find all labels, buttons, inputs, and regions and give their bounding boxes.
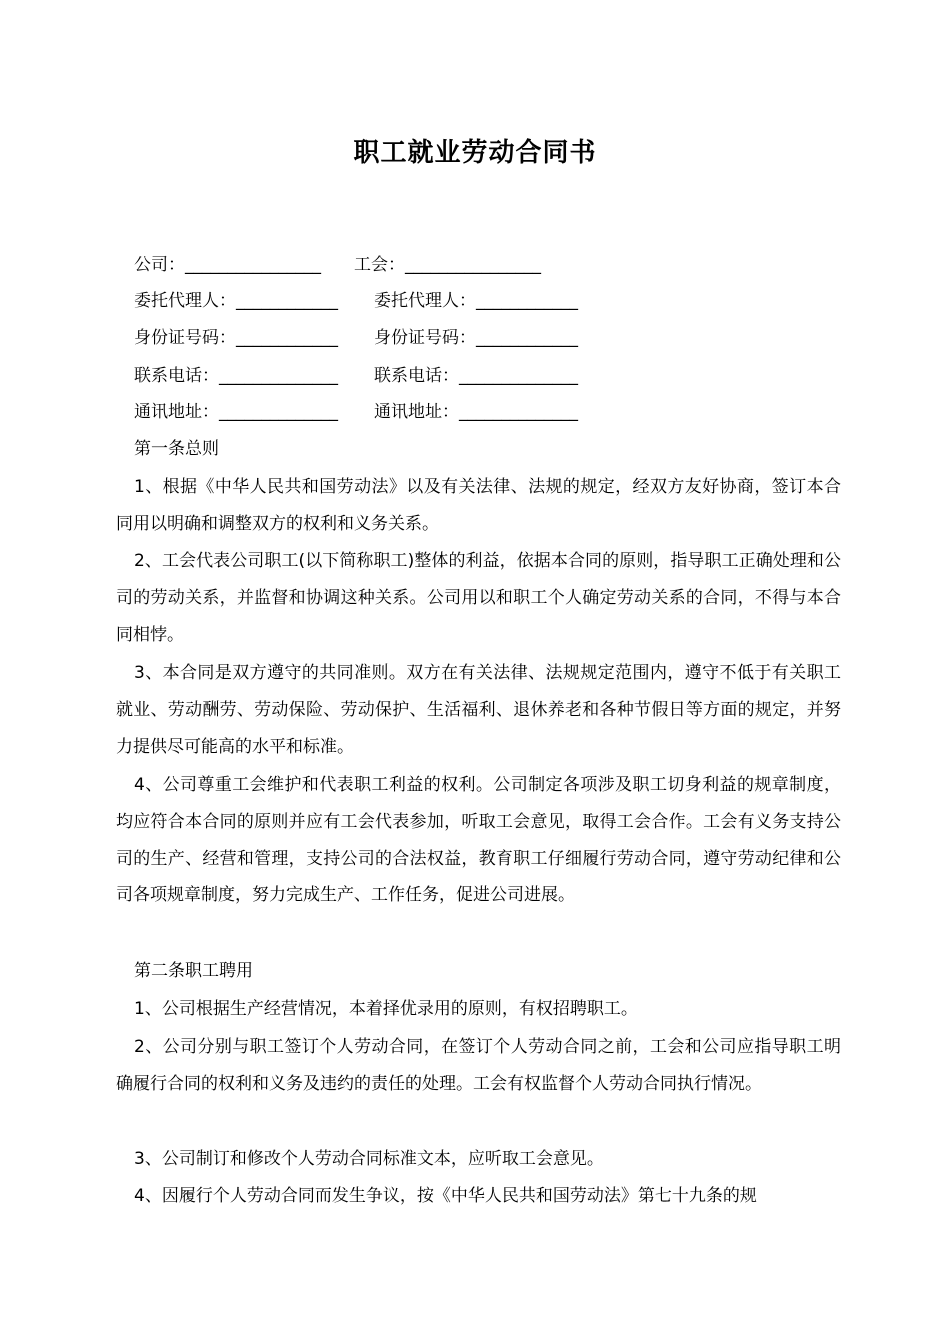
- party-right-field: 联系电话：______________: [374, 366, 578, 386]
- party-left-field: 公司：________________: [134, 255, 321, 275]
- clause-paragraph: 3、本合同是双方遵守的共同准则。双方在有关法律、法规规定范围内，遵守不低于有关职工就业、劳动酬劳、劳动保险、劳动保护、生活福利、退休养老和各种节假日等方面的规定，并努力提供尽可能高的水平和标准。: [116, 663, 841, 757]
- party-left-field: 通讯地址：______________: [134, 402, 338, 422]
- clause-paragraph: 2、公司分别与职工签订个人劳动合同，在签订个人劳动合同之前，工会和公司应指导职工明确履行合同的权利和义务及违约的责任的处理。工会有权监督个人劳动合同执行情况。: [116, 1037, 841, 1094]
- clause-paragraph: 1、根据《中华人民共和国劳动法》以及有关法律、法规的规定，经双方友好协商，签订本合同用以明确和调整双方的权利和义务关系。: [116, 477, 841, 534]
- party-left-field: 身份证号码：____________: [134, 328, 338, 348]
- party-right-field: 工会：________________: [354, 255, 541, 275]
- clause-paragraph: 2、工会代表公司职工(以下简称职工)整体的利益，依据本合同的原则，指导职工正确处理和公司的劳动关系，并监督和协调这种关系。公司用以和职工个人确定劳动关系的合同，不得与本合同相悖。: [116, 551, 841, 645]
- clause-paragraph: 4、因履行个人劳动合同而发生争议，按《中华人民共和国劳动法》第七十九条的规: [134, 1186, 757, 1206]
- section-heading-employment: 第二条职工聘用: [134, 961, 253, 981]
- document-title: 职工就业劳动合同书: [353, 138, 597, 168]
- clause-paragraph: 4、公司尊重工会维护和代表职工利益的权利。公司制定各项涉及职工切身利益的规章制度，均应符合本合同的原则并应有工会代表参加，听取工会意见，取得工会合作。工会有义务支持公司的生产、经营和管理，支持公司的合法权益，教育职工仔细履行劳动合同，遵守劳动纪律和公司各项规章制度，努力完成生产、工作任务，促进公司进展。: [116, 775, 841, 906]
- clause-paragraph: 1、公司根据生产经营情况，本着择优录用的原则，有权招聘职工。: [134, 999, 638, 1019]
- party-left-field: 联系电话：______________: [134, 366, 338, 386]
- party-right-field: 委托代理人：____________: [374, 291, 578, 311]
- party-right-field: 通讯地址：______________: [374, 402, 578, 422]
- clause-paragraph: 3、公司制订和修改个人劳动合同标准文本，应听取工会意见。: [134, 1149, 604, 1169]
- party-row-agent: [134, 288, 578, 314]
- party-row-id-number: [134, 325, 578, 351]
- section-heading-general: 第一条总则: [134, 439, 219, 459]
- party-left-field: 委托代理人：____________: [134, 291, 338, 311]
- party-row-company: [134, 252, 541, 278]
- party-row-phone: [134, 363, 578, 389]
- party-row-address: [134, 399, 578, 425]
- party-right-field: 身份证号码：____________: [374, 328, 578, 348]
